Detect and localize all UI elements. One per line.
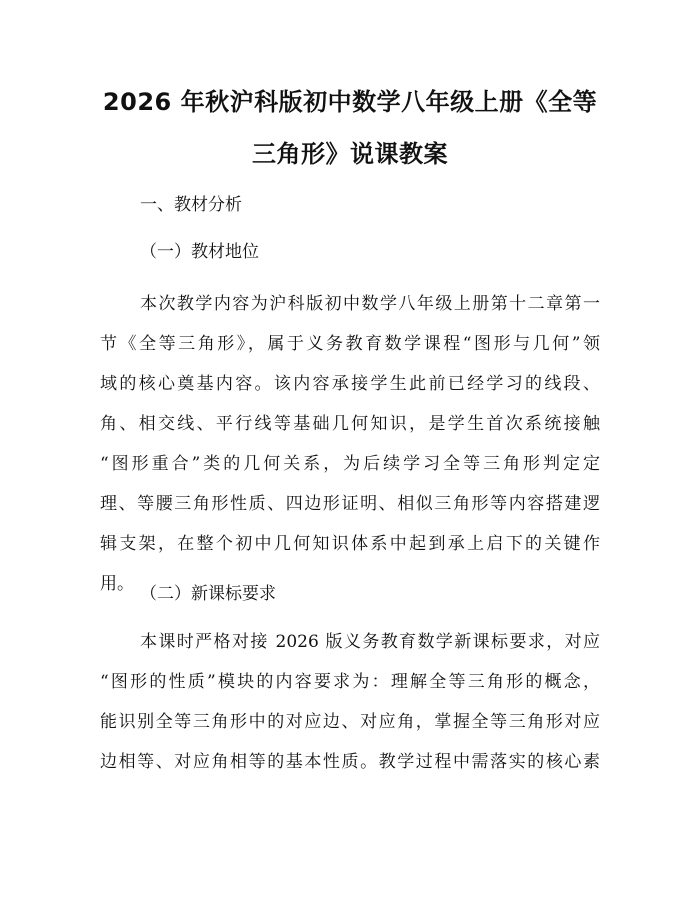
- paragraph-curriculum-requirements: [100, 622, 600, 782]
- subsection-heading-textbook-position: （一）教材地位: [140, 242, 259, 262]
- paragraph-line: 能识别全等三角形中的对应边、对应角，掌握全等三角形对应: [100, 712, 600, 732]
- paragraph-line: 辑支架，在整个初中几何知识体系中起到承上启下的关键作: [100, 534, 600, 554]
- paragraph-line: 角、相交线、平行线等基础几何知识，是学生首次系统接触: [100, 414, 600, 434]
- paragraph-line: 用。: [100, 574, 134, 594]
- paragraph-line: 理、等腰三角形性质、四边形证明、相似三角形等内容搭建逻: [100, 494, 600, 514]
- subsection-heading-curriculum-requirements: （二）新课标要求: [140, 584, 276, 604]
- document-title: [80, 76, 620, 180]
- paragraph-line: 本课时严格对接 2026 版义务教育数学新课标要求，对应: [140, 632, 600, 652]
- title-line-1: 2026 年秋沪科版初中数学八年级上册《全等: [102, 88, 598, 116]
- paragraph-textbook-position: [100, 284, 600, 604]
- title-line-2: 三角形》说课教案: [252, 140, 448, 168]
- paragraph-line: 域的核心奠基内容。该内容承接学生此前已经学习的线段、: [100, 374, 600, 394]
- paragraph-line: “图形重合”类的几何关系，为后续学习全等三角形判定定: [100, 454, 600, 474]
- section-heading-textbook-analysis: 一、教材分析: [140, 195, 242, 215]
- paragraph-line: 边相等、对应角相等的基本性质。教学过程中需落实的核心素: [100, 752, 600, 772]
- paragraph-line: 本次教学内容为沪科版初中数学八年级上册第十二章第一: [140, 294, 600, 314]
- paragraph-line: “图形的性质”模块的内容要求为：理解全等三角形的概念，: [100, 672, 600, 692]
- paragraph-line: 节《全等三角形》，属于义务教育数学课程“图形与几何”领: [100, 334, 600, 354]
